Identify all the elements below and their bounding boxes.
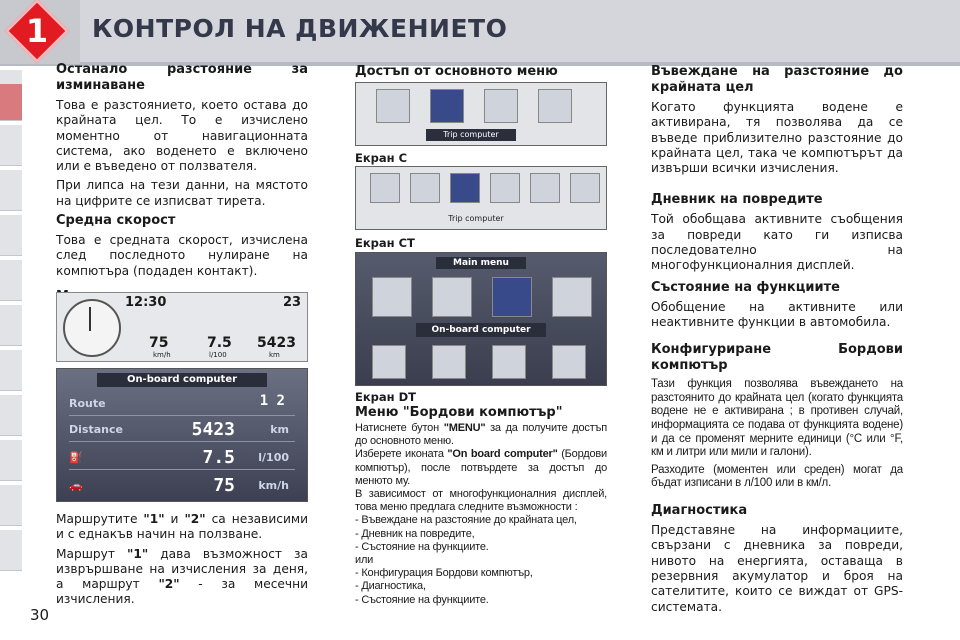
section-title: Останало разстояние за изминаване — [56, 62, 308, 93]
edge-tab — [0, 485, 22, 526]
edge-tab — [0, 260, 22, 301]
phone-icon — [538, 89, 572, 123]
temperature: 23 — [283, 295, 302, 310]
trip-computer-icon — [450, 173, 480, 203]
car-icon: 🚗 — [69, 479, 83, 492]
section-title: Достъп от основното меню — [355, 64, 558, 79]
onboard-row — [69, 475, 295, 497]
onboard-row — [69, 419, 295, 442]
screen-caption: On-board computer — [416, 323, 546, 337]
section-title: Конфигуриране Бордови компютър — [651, 342, 903, 374]
screen-title: On-board computer — [97, 373, 267, 387]
row-unit: km — [270, 423, 289, 436]
onboard-row — [69, 447, 295, 470]
paragraph: В зависимост от многофункционалния дисплей, това меню предлага следните възможности : — [355, 488, 607, 514]
speedometer-dial — [63, 299, 121, 357]
screen-c — [355, 82, 607, 146]
edge-tab — [0, 305, 22, 346]
or-label: или — [355, 554, 374, 567]
audio-icon — [432, 277, 472, 317]
section-title: Средна скорост — [56, 213, 176, 229]
onboard-row — [69, 393, 295, 416]
unit-label: km/h — [153, 351, 171, 359]
distance-value: 5423 — [257, 335, 296, 351]
audio-icon — [410, 173, 440, 203]
unit-label: l/100 — [209, 351, 227, 359]
section-title: Диагностика — [651, 503, 748, 519]
paragraph: Маршрут "1" дава възможност за изврършване на изчисления за деня, а маршрут "2" - за месечни изчисления. — [56, 546, 309, 607]
middle-column — [355, 405, 607, 607]
list-item: - Диагностика, — [355, 580, 426, 593]
unit-label: km — [269, 351, 280, 359]
list-item: - Въвеждане на разстояние до крайната цел, — [355, 514, 577, 527]
screen-top-title: Main menu — [436, 257, 526, 269]
paragraph: Натиснете бутон "MENU" за да получите достъп до основното меню. — [355, 422, 607, 448]
dashboard-display — [56, 292, 308, 362]
page-title: КОНТРОЛ НА ДВИЖЕНИЕТО — [92, 14, 508, 43]
display-icon — [552, 345, 586, 379]
row-unit: km/h — [258, 479, 289, 492]
trip-computer-icon — [430, 89, 464, 123]
section-title: Състояние на функциите — [651, 279, 840, 295]
speed-value: 75 — [149, 335, 169, 351]
edge-tab — [0, 440, 22, 481]
settings-icon — [484, 89, 518, 123]
paragraph: Това е разстоянието, което остава до крайната цел. То е изчислено моментно от навигационната система, ако воденето е включено или е въведено от ползвателя. — [56, 98, 308, 174]
onboard-computer-icon — [492, 277, 532, 317]
edge-tab — [0, 530, 22, 571]
screen-ct — [355, 166, 607, 230]
screen-label: Екран DT — [355, 390, 416, 404]
list-item: - Дневник на повредите, — [355, 527, 475, 540]
paragraph: Разходите (моментен или среден) могат да бъдат изписани в л/100 или в км/л. — [651, 463, 903, 490]
edge-tab-active — [0, 84, 22, 121]
edge-tab — [0, 395, 22, 436]
fuel-icon: ⛽ — [69, 451, 83, 464]
settings-icon — [490, 173, 520, 203]
row-label: Distance — [69, 423, 123, 436]
list-item: - Конфигурация Бордови компютър, — [355, 567, 533, 580]
dial-needle — [89, 307, 91, 331]
phone-icon — [530, 173, 560, 203]
section-title: Меню "Бордови компютър" — [355, 405, 563, 420]
paragraph: Когато функцията водене е активирана, тя позволява да се въведе приблизително разстояние до крайната цел, така че компютърът да извърши всички изчисления. — [651, 100, 903, 176]
left-column — [56, 62, 308, 309]
right-column — [651, 64, 903, 619]
video-icon — [372, 345, 406, 379]
paragraph: Той обобщава активните съобщения за повреди като ги изписва последователно на многофункционалния дисплей. — [651, 212, 903, 273]
row-value: 7.5 — [202, 447, 235, 468]
map-icon — [492, 345, 526, 379]
section-title: Дневник на повредите — [651, 192, 823, 208]
clock: 12:30 — [125, 295, 167, 310]
section-title: Въвеждане на разстояние до крайната цел — [651, 64, 903, 95]
paragraph: Тази функция позволява въвеждането на разстоянито до крайната цел (когато функцията водене не е активирана ; в противен случай, информацията се подава от функцията водене) и да се променят мерните единици (°C или °F, км и литри или мили и галони). — [651, 378, 903, 459]
screen-dt — [355, 252, 607, 386]
navigation-icon — [372, 277, 412, 317]
edge-tab — [0, 170, 22, 211]
page-number: 30 — [30, 606, 50, 624]
paragraph: Обобщение на активните или неактивните функции в автомобила. — [651, 299, 903, 329]
edge-tab — [0, 215, 22, 256]
edge-tab — [0, 125, 22, 166]
list-item: - Състояние на функциите. — [355, 540, 489, 553]
paragraph: Представяне на информациите, свързани с дневника за повреди, нивото на енергията, оставаща в резервния акумулатор и броя на сателитите, които се виждат от GPS-системата. — [651, 523, 903, 614]
row-value: 1 2 — [259, 393, 285, 409]
screen-label: Екран С — [355, 151, 408, 165]
screen-label: Екран СТ — [355, 236, 415, 250]
consumption-value: 7.5 — [207, 335, 232, 351]
phone-icon — [552, 277, 592, 317]
paragraph: Маршрутите "1" и "2" са независими и с еднакъв начин на ползване. — [56, 512, 308, 542]
paragraph: Това е средната скорост, изчислена след последното нулиране на компютъра (подаден контакт). — [56, 233, 308, 278]
row-value: 5423 — [191, 419, 235, 440]
row-value: 75 — [213, 475, 235, 496]
row-label: Route — [69, 397, 106, 410]
settings-icon — [432, 345, 466, 379]
paragraph: При липса на тези данни, на мястото на цифрите се изписват тирета. — [56, 178, 308, 208]
onboard-computer-screen — [56, 368, 308, 502]
paragraph: Изберете иконата "On board computer" (Бордови компютър), после потвърдете за достъп до менюто му. — [355, 448, 607, 487]
edge-tab — [0, 350, 22, 391]
screen-caption: Trip computer — [448, 214, 504, 223]
list-item: - Състояние на функциите. — [355, 593, 489, 606]
chapter-number: 1 — [25, 12, 49, 50]
media-icon — [570, 173, 600, 203]
row-unit: l/100 — [258, 451, 289, 464]
left-column-bottom — [56, 512, 308, 612]
navigation-icon — [370, 173, 400, 203]
screen-caption: Trip computer — [426, 129, 516, 141]
navigation-icon — [376, 89, 410, 123]
